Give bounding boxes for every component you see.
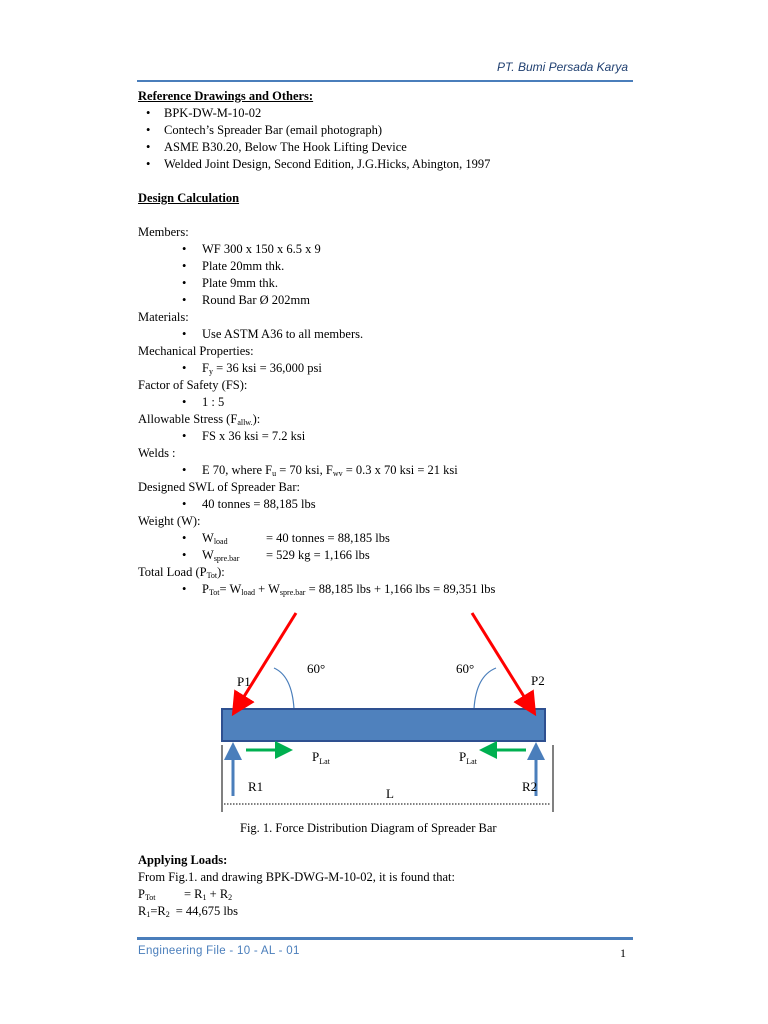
- swl-label: Designed SWL of Spreader Bar:: [138, 480, 300, 494]
- reference-item: • Welded Joint Design, Second Edition, J.G.Hicks, Abington, 1997: [146, 157, 491, 171]
- angle-arc-left: [274, 668, 294, 709]
- materials-item: • Use ASTM A36 to all members.: [182, 327, 364, 341]
- angle-arc-right: [474, 668, 496, 709]
- bullet-icon: •: [182, 395, 187, 409]
- load-arrow-p2: [472, 613, 533, 711]
- mechanical-item: • $F_y = 36$ ksi = 36,000 psi: [182, 361, 322, 376]
- total-label: Total Load $(P_{Tot})$:: [138, 565, 225, 580]
- applying-heading: Applying Loads:: [138, 853, 228, 867]
- equation-r1-r2: $R_1=R_2 = 44,675$ lbs: [138, 904, 238, 919]
- figure-caption: Fig. 1. Force Distribution Diagram of Spreader Bar: [240, 821, 497, 835]
- weight-label: Weight (W):: [138, 514, 201, 528]
- bullet-icon: •: [182, 463, 187, 477]
- design-heading: Design Calculation: [138, 191, 240, 205]
- bullet-icon: •: [182, 242, 187, 256]
- bullet-icon: •: [182, 293, 187, 307]
- bullet-icon: •: [182, 582, 187, 596]
- label-angle-left: 60°: [307, 661, 326, 676]
- reference-heading: Reference Drawings and Others:: [138, 89, 314, 103]
- label-r1: R1: [248, 779, 264, 794]
- bullet-icon: •: [182, 361, 187, 375]
- allowable-item: • FS x 36 ksi = 7.2 ksi: [182, 429, 306, 443]
- bullet-icon: •: [146, 106, 151, 120]
- bullet-icon: •: [182, 497, 187, 511]
- mechanical-label: Mechanical Properties:: [138, 344, 254, 358]
- swl-item: • 40 tonnes = 88,185 lbs: [182, 497, 316, 511]
- footer-file-id: Engineering File - 10 - AL - 01: [138, 945, 300, 957]
- reference-item: • ASME B30.20, Below The Hook Lifting Device: [146, 140, 407, 154]
- bullet-icon: •: [146, 123, 151, 137]
- total-item: • $P_{Tot}= W_{load} + W_{spre.bar} = 88,185$ lbs + 1,166 lbs = 89,351 lbs: [182, 582, 496, 597]
- label-p2: P2: [531, 673, 545, 688]
- label-plat-right: $P_{Lat}$: [459, 749, 477, 766]
- footer-rule: [137, 937, 633, 940]
- label-p1: P1: [237, 674, 251, 689]
- weight-bar-item: • $W_{spre.bar} = 529$ kg = 1,166 lbs: [182, 548, 370, 563]
- applying-line: From Fig.1. and drawing BPK-DWG-M-10-02, it is found that:: [138, 870, 455, 884]
- fs-label: Factor of Safety (FS):: [138, 378, 248, 392]
- label-plat-left: $P_{Lat}$: [312, 749, 330, 766]
- bullet-icon: •: [182, 548, 187, 562]
- member-item: • Plate 20mm thk.: [182, 259, 285, 273]
- member-item: • Round Bar Ø 202mm: [182, 293, 310, 307]
- weight-load-item: • $W_{load} = 40$ tonnes = 88,185 lbs: [182, 531, 390, 546]
- welds-item: • E 70, where $F_u = 70$ ksi, $F_{wv} = 0.3$ x 70 ksi = 21 ksi: [182, 463, 458, 478]
- welds-label: Welds :: [138, 446, 176, 460]
- member-item: • Plate 9mm thk.: [182, 276, 279, 290]
- allowable-label: Allowable Stress $(F_{allw.})$:: [138, 412, 261, 427]
- bullet-icon: •: [182, 259, 187, 273]
- bullet-icon: •: [146, 157, 151, 171]
- spreader-bar: [222, 709, 545, 741]
- members-label: Members:: [138, 225, 189, 239]
- page-number: 1: [620, 946, 626, 960]
- reference-item: • Contech’s Spreader Bar (email photograph): [146, 123, 382, 137]
- bullet-icon: •: [182, 276, 187, 290]
- equation-ptot: $P_{Tot} = R_1 + R_2$: [138, 887, 233, 902]
- load-arrow-p1: [235, 613, 296, 711]
- applying-loads-section: [138, 852, 638, 920]
- fs-item: • 1 : 5: [182, 395, 225, 409]
- label-r2: R2: [522, 779, 538, 794]
- company-name: PT. Bumi Persada Karya: [497, 60, 628, 74]
- materials-label: Materials:: [138, 310, 189, 324]
- bullet-icon: •: [182, 327, 187, 341]
- bullet-icon: •: [182, 429, 187, 443]
- bullet-icon: •: [146, 140, 151, 154]
- member-item: • WF 300 x 150 x 6.5 x 9: [182, 242, 321, 256]
- label-l: L: [386, 786, 394, 801]
- bullet-icon: •: [182, 531, 187, 545]
- reference-item: • BPK-DW-M-10-02: [146, 106, 262, 120]
- label-angle-right: 60°: [456, 661, 475, 676]
